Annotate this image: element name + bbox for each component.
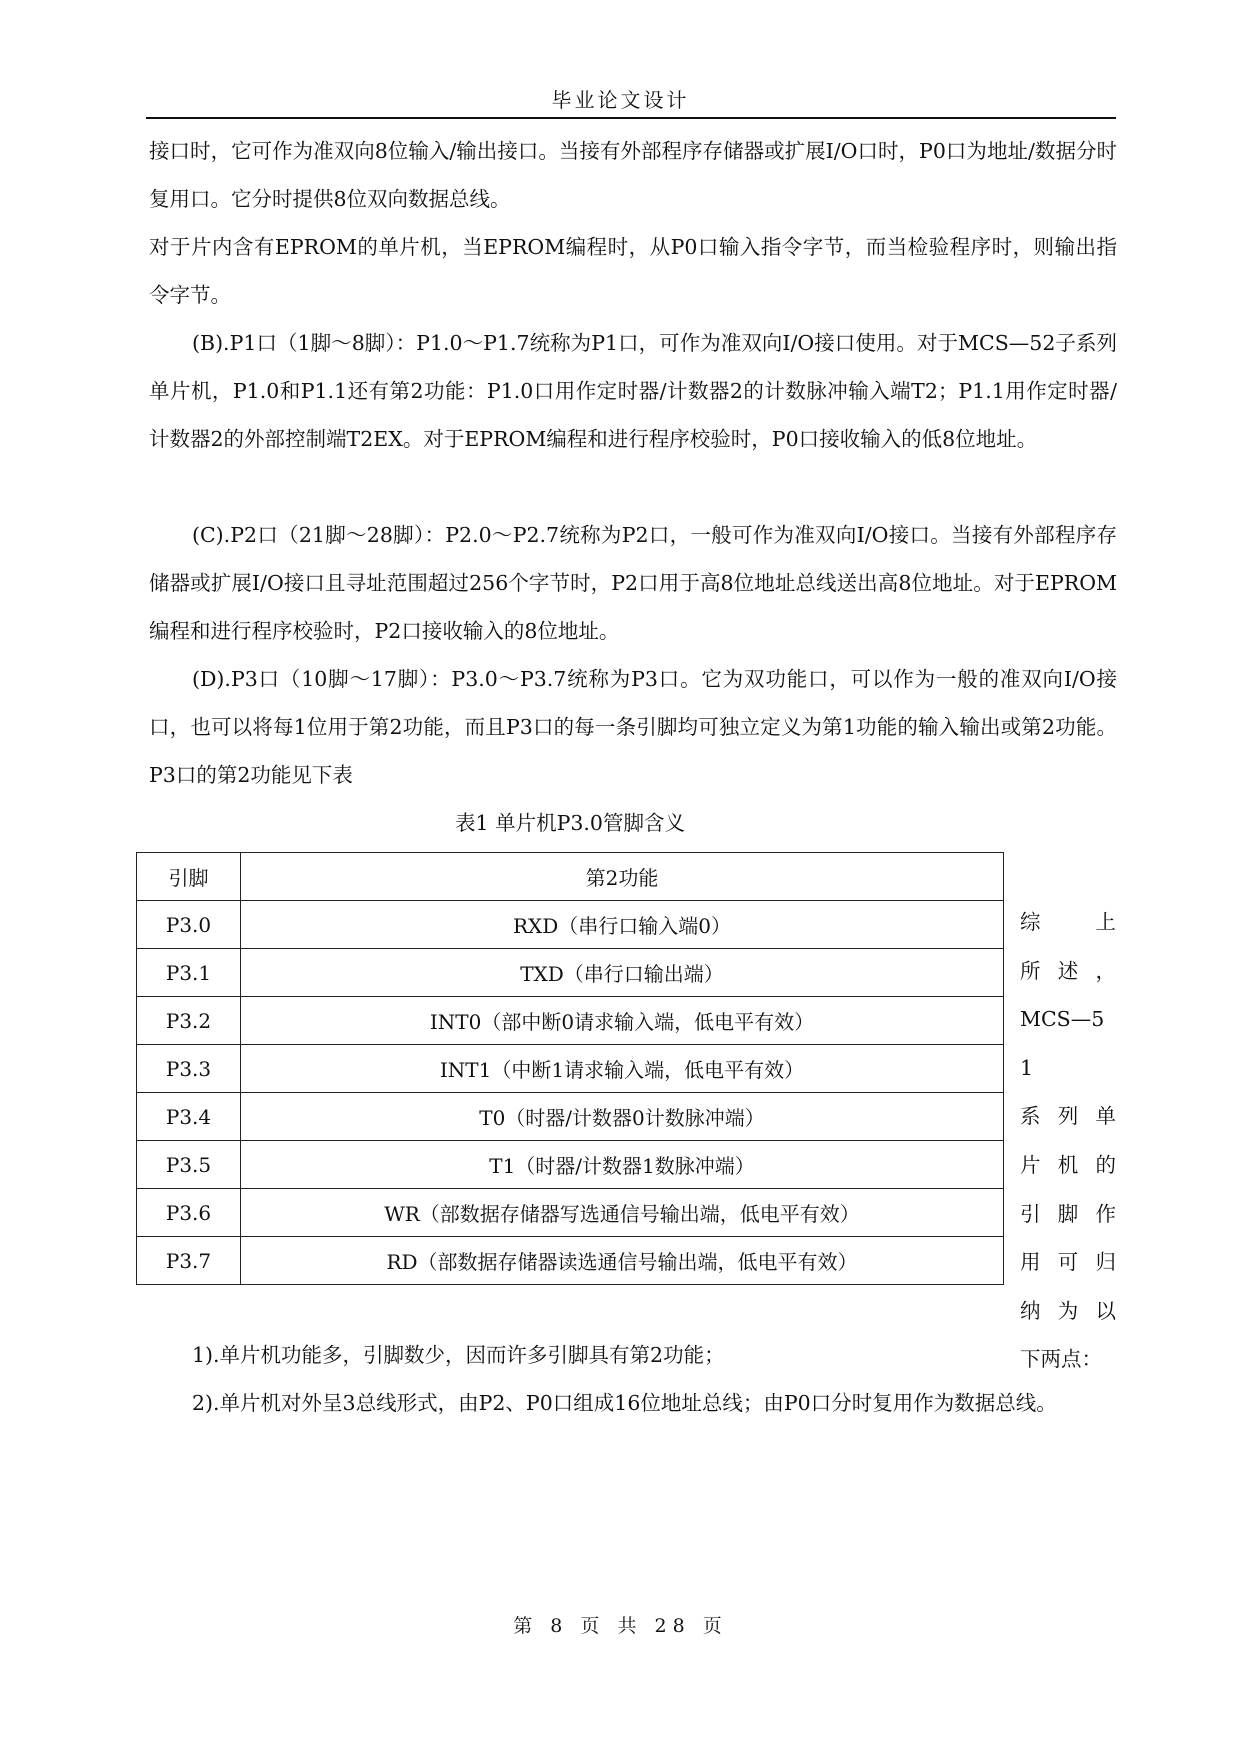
table-row (137, 1045, 1004, 1093)
table-cell-pin: P3.5 (137, 1141, 241, 1189)
table-cell-pin: P3.2 (137, 997, 241, 1045)
side-note-line: 引脚作 (1020, 1201, 1116, 1226)
table-row (137, 901, 1004, 949)
table-cell-pin: P3.0 (137, 901, 241, 949)
side-note-summary (1020, 898, 1116, 1384)
side-note-line: 用可归 (1020, 1250, 1116, 1275)
table-header-row (137, 853, 1004, 901)
table-row (137, 1237, 1004, 1285)
table-cell-pin: P3.4 (137, 1093, 241, 1141)
side-note-line: 综上 (1020, 910, 1116, 934)
page-header-title: 毕业论文设计 (551, 88, 690, 112)
table-row (137, 949, 1004, 997)
table-row (137, 1093, 1004, 1141)
p3-function-table (136, 852, 1004, 1285)
side-note-line: 系列单 (1020, 1104, 1116, 1129)
summary-point-2: 2).单片机对外呈3总线形式，由P2、P0口组成16位地址总线；由P0口分时复用作为数据总线。 (192, 1391, 1057, 1415)
side-note-line: MCS—51 (1020, 1007, 1105, 1080)
table-cell-function: T1（时器/计数器1数脉冲端） (241, 1141, 1004, 1189)
side-note-line: 纳为以 (1020, 1298, 1116, 1323)
side-note-line: 所述， (1020, 958, 1116, 983)
table-cell-pin: P3.1 (137, 949, 241, 997)
table-cell-function: INT1（中断1请求输入端，低电平有效） (241, 1045, 1004, 1093)
table-cell-function: INT0（部中断0请求输入端，低电平有效） (241, 997, 1004, 1045)
side-note-line: 下两点： (1020, 1347, 1102, 1372)
page-number-footer: 第 8 页 共 28 页 (513, 1615, 728, 1637)
table-cell-pin: P3.3 (137, 1045, 241, 1093)
paragraph-eprom: 对于片内含有EPROM的单片机，当EPROM编程时，从P0口输入指令字节，而当检验程序时，则输出指令字节。 (149, 235, 1117, 307)
table-cell-function: RXD（串行口输入端0） (241, 901, 1004, 949)
paragraph-p1: (B).P1口（1脚～8脚）：P1.0～P1.7统称为P1口，可作为准双向I/O接口使用。对于MCS—52子系列单片机，P1.0和P1.1还有第2功能：P1.0口用作定时器/计数器2的计数脉冲输入端T2；P1.1用作定时器/计数器2的外部控制端T2EX。对于EPROM编程和进行程序校验时，P0口接收输入的低8位地址。 (149, 331, 1117, 451)
table-cell-function: WR（部数据存储器写选通信号输出端，低电平有效） (241, 1189, 1004, 1237)
table-header-pin: 引脚 (137, 853, 241, 901)
table-cell-function: RD（部数据存储器读选通信号输出端，低电平有效） (241, 1237, 1004, 1285)
table-cell-function: T0（时器/计数器0计数脉冲端） (241, 1093, 1004, 1141)
paragraph-p0-continued: 接口时，它可作为准双向8位输入/输出接口。当接有外部程序存储器或扩展I/O口时，P0口为地址/数据分时复用口。它分时提供8位双向数据总线。 (149, 139, 1117, 211)
table-cell-pin: P3.7 (137, 1237, 241, 1285)
side-note-line: 片机的 (1020, 1152, 1116, 1177)
table-cell-function: TXD（串行口输出端） (241, 949, 1004, 997)
header-divider (146, 117, 1116, 119)
paragraph-p2: (C).P2口（21脚～28脚）：P2.0～P2.7统称为P2口，一般可作为准双向I/O接口。当接有外部程序存储器或扩展I/O接口且寻址范围超过256个字节时，P2口用于高8位地址总线送出高8位地址。对于EPROM编程和进行程序校验时，P2口接收输入的8位地址。 (149, 523, 1117, 643)
summary-point-1: 1).单片机功能多，引脚数少，因而许多引脚具有第2功能； (192, 1343, 725, 1367)
table-row (137, 1189, 1004, 1237)
paragraph-p3: (D).P3口（10脚～17脚）：P3.0～P3.7统称为P3口。它为双功能口，可以作为一般的准双向I/O接口，也可以将每1位用于第2功能，而且P3口的每一条引脚均可独立定义为第1功能的输入输出或第2功能。P3口的第2功能见下表 (149, 667, 1117, 787)
table-row (137, 997, 1004, 1045)
table-row (137, 1141, 1004, 1189)
table-header-function: 第2功能 (241, 853, 1004, 901)
table-caption: 表1 单片机P3.0管脚含义 (455, 811, 685, 835)
table-cell-pin: P3.6 (137, 1189, 241, 1237)
